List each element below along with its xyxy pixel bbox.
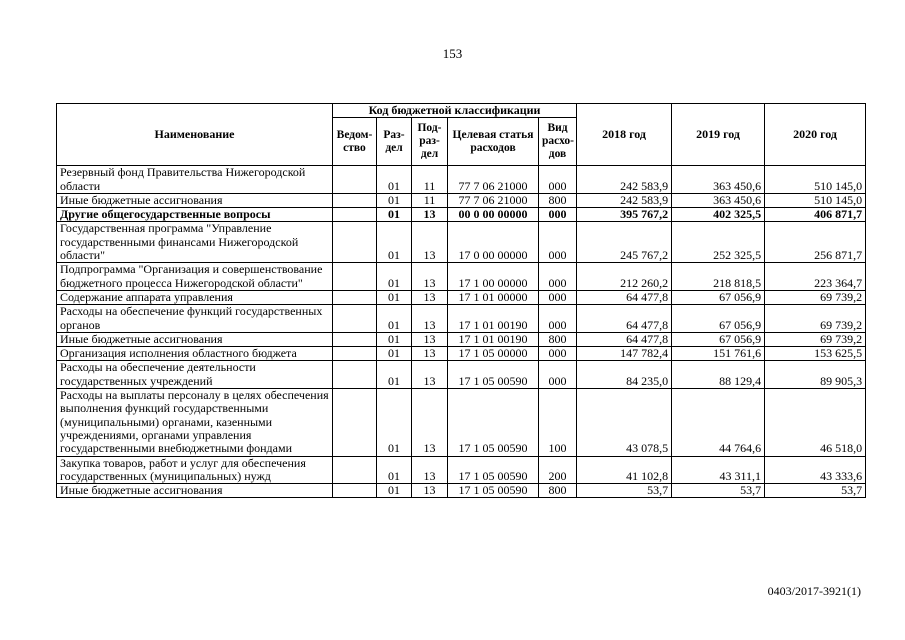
header-2020: 2020 год: [765, 104, 866, 166]
cell-razdel: 01: [377, 208, 412, 222]
cell-2018: 41 102,8: [577, 456, 672, 484]
cell-2020: 406 871,7: [765, 208, 866, 222]
cell-expense-type: 800: [539, 332, 577, 346]
cell-expense-type: 000: [539, 305, 577, 333]
table-row: [57, 484, 866, 498]
cell-podrazdel: 13: [412, 332, 448, 346]
cell-target-article: 17 1 05 00590: [448, 361, 539, 389]
table-row: [57, 290, 866, 304]
header-razdel: Раз-дел: [377, 118, 412, 166]
cell-expense-type: 800: [539, 193, 577, 207]
cell-name: Другие общегосударственные вопросы: [57, 208, 333, 222]
cell-name: Иные бюджетные ассигнования: [57, 484, 333, 498]
cell-target-article: 17 1 00 00000: [448, 263, 539, 291]
cell-2020: 69 739,2: [765, 305, 866, 333]
cell-2018: 64 477,8: [577, 332, 672, 346]
cell-2020: 53,7: [765, 484, 866, 498]
cell-2019: 402 325,5: [672, 208, 765, 222]
cell-vedomstvo: [333, 208, 377, 222]
cell-2018: 53,7: [577, 484, 672, 498]
cell-name: Резервный фонд Правительства Нижегородской области: [57, 166, 333, 194]
cell-vedomstvo: [333, 347, 377, 361]
cell-razdel: 01: [377, 222, 412, 263]
cell-expense-type: 800: [539, 484, 577, 498]
table-row: [57, 222, 866, 263]
cell-vedomstvo: [333, 456, 377, 484]
document-code: 0403/2017-3921(1): [767, 584, 861, 598]
cell-2019: 363 450,6: [672, 193, 765, 207]
header-expense-type: Вид расхо-дов: [539, 118, 577, 166]
cell-2018: 147 782,4: [577, 347, 672, 361]
cell-2019: 43 311,1: [672, 456, 765, 484]
cell-2018: 242 583,9: [577, 166, 672, 194]
cell-name: Государственная программа "Управление государственными финансами Нижегородской области": [57, 222, 333, 263]
cell-expense-type: 000: [539, 361, 577, 389]
cell-vedomstvo: [333, 332, 377, 346]
cell-2019: 67 056,9: [672, 332, 765, 346]
cell-target-article: 17 1 05 00000: [448, 347, 539, 361]
cell-2019: 252 325,5: [672, 222, 765, 263]
cell-2018: 64 477,8: [577, 305, 672, 333]
cell-vedomstvo: [333, 222, 377, 263]
cell-2020: 223 364,7: [765, 263, 866, 291]
cell-name: Расходы на обеспечение функций государственных органов: [57, 305, 333, 333]
cell-razdel: 01: [377, 193, 412, 207]
cell-vedomstvo: [333, 305, 377, 333]
cell-2020: 510 145,0: [765, 166, 866, 194]
cell-podrazdel: 13: [412, 305, 448, 333]
cell-target-article: 77 7 06 21000: [448, 193, 539, 207]
cell-target-article: 77 7 06 21000: [448, 166, 539, 194]
cell-expense-type: 100: [539, 389, 577, 456]
table-row: [57, 166, 866, 194]
cell-2019: 53,7: [672, 484, 765, 498]
cell-target-article: 17 1 05 00590: [448, 389, 539, 456]
cell-vedomstvo: [333, 193, 377, 207]
cell-target-article: 17 1 05 00590: [448, 484, 539, 498]
cell-podrazdel: 13: [412, 263, 448, 291]
cell-razdel: 01: [377, 389, 412, 456]
cell-2020: 46 518,0: [765, 389, 866, 456]
cell-razdel: 01: [377, 456, 412, 484]
cell-podrazdel: 13: [412, 484, 448, 498]
cell-2019: 218 818,5: [672, 263, 765, 291]
header-2019: 2019 год: [672, 104, 765, 166]
cell-podrazdel: 11: [412, 166, 448, 194]
table-row: [57, 193, 866, 207]
cell-2019: 67 056,9: [672, 290, 765, 304]
cell-2019: 151 761,6: [672, 347, 765, 361]
cell-podrazdel: 13: [412, 347, 448, 361]
cell-2020: 153 625,5: [765, 347, 866, 361]
cell-2020: 69 739,2: [765, 332, 866, 346]
cell-podrazdel: 13: [412, 290, 448, 304]
header-podrazdel: Под-раз-дел: [412, 118, 448, 166]
cell-2018: 395 767,2: [577, 208, 672, 222]
cell-razdel: 01: [377, 347, 412, 361]
cell-expense-type: 000: [539, 263, 577, 291]
cell-2020: 510 145,0: [765, 193, 866, 207]
header-budget-code-group: Код бюджетной классификации: [333, 104, 577, 118]
page-number: 153: [442, 46, 463, 61]
table-row: [57, 263, 866, 291]
cell-expense-type: 000: [539, 208, 577, 222]
cell-razdel: 01: [377, 305, 412, 333]
table-row: [57, 305, 866, 333]
cell-razdel: 01: [377, 484, 412, 498]
cell-2018: 64 477,8: [577, 290, 672, 304]
cell-podrazdel: 13: [412, 208, 448, 222]
cell-expense-type: 200: [539, 456, 577, 484]
cell-2019: 363 450,6: [672, 166, 765, 194]
cell-2020: 89 905,3: [765, 361, 866, 389]
cell-podrazdel: 13: [412, 222, 448, 263]
cell-2019: 67 056,9: [672, 305, 765, 333]
cell-razdel: 01: [377, 361, 412, 389]
cell-2018: 242 583,9: [577, 193, 672, 207]
cell-2018: 84 235,0: [577, 361, 672, 389]
table-row: [57, 347, 866, 361]
cell-target-article: 17 1 01 00000: [448, 290, 539, 304]
cell-name: Содержание аппарата управления: [57, 290, 333, 304]
cell-name: Организация исполнения областного бюджета: [57, 347, 333, 361]
cell-expense-type: 000: [539, 290, 577, 304]
table-row: [57, 389, 866, 456]
cell-vedomstvo: [333, 484, 377, 498]
cell-vedomstvo: [333, 389, 377, 456]
table-row: [57, 208, 866, 222]
cell-2018: 245 767,2: [577, 222, 672, 263]
cell-2019: 88 129,4: [672, 361, 765, 389]
cell-vedomstvo: [333, 166, 377, 194]
table-row: [57, 332, 866, 346]
table-row: [57, 456, 866, 484]
cell-2018: 43 078,5: [577, 389, 672, 456]
cell-target-article: 17 1 01 00190: [448, 305, 539, 333]
cell-razdel: 01: [377, 290, 412, 304]
cell-vedomstvo: [333, 361, 377, 389]
cell-2020: 69 739,2: [765, 290, 866, 304]
cell-podrazdel: 13: [412, 361, 448, 389]
cell-podrazdel: 13: [412, 456, 448, 484]
table-row: [57, 361, 866, 389]
cell-podrazdel: 11: [412, 193, 448, 207]
cell-target-article: 17 1 01 00190: [448, 332, 539, 346]
cell-razdel: 01: [377, 332, 412, 346]
cell-target-article: 17 1 05 00590: [448, 456, 539, 484]
cell-2019: 44 764,6: [672, 389, 765, 456]
cell-expense-type: 000: [539, 166, 577, 194]
cell-razdel: 01: [377, 263, 412, 291]
cell-razdel: 01: [377, 166, 412, 194]
cell-name: Иные бюджетные ассигнования: [57, 332, 333, 346]
cell-name: Расходы на обеспечение деятельности государственных учреждений: [57, 361, 333, 389]
header-name: Наименование: [57, 104, 333, 166]
cell-vedomstvo: [333, 290, 377, 304]
header-target-article: Целевая статья расходов: [448, 118, 539, 166]
cell-expense-type: 000: [539, 222, 577, 263]
header-2018: 2018 год: [577, 104, 672, 166]
cell-podrazdel: 13: [412, 389, 448, 456]
cell-vedomstvo: [333, 263, 377, 291]
cell-name: Иные бюджетные ассигнования: [57, 193, 333, 207]
cell-2020: 43 333,6: [765, 456, 866, 484]
cell-name: Расходы на выплаты персоналу в целях обеспечения выполнения функций государственными (муниципальными) органами, казенными учреждениями, органами управления государственными внебюджетными фондами: [57, 389, 333, 456]
cell-name: Подпрограмма "Организация и совершенствование бюджетного процесса Нижегородской области": [57, 263, 333, 291]
cell-2018: 212 260,2: [577, 263, 672, 291]
cell-target-article: 00 0 00 00000: [448, 208, 539, 222]
cell-expense-type: 000: [539, 347, 577, 361]
cell-target-article: 17 0 00 00000: [448, 222, 539, 263]
budget-table: [56, 103, 866, 498]
cell-name: Закупка товаров, работ и услуг для обеспечения государственных (муниципальных) нужд: [57, 456, 333, 484]
header-vedomstvo: Ведом-ство: [333, 118, 377, 166]
cell-2020: 256 871,7: [765, 222, 866, 263]
